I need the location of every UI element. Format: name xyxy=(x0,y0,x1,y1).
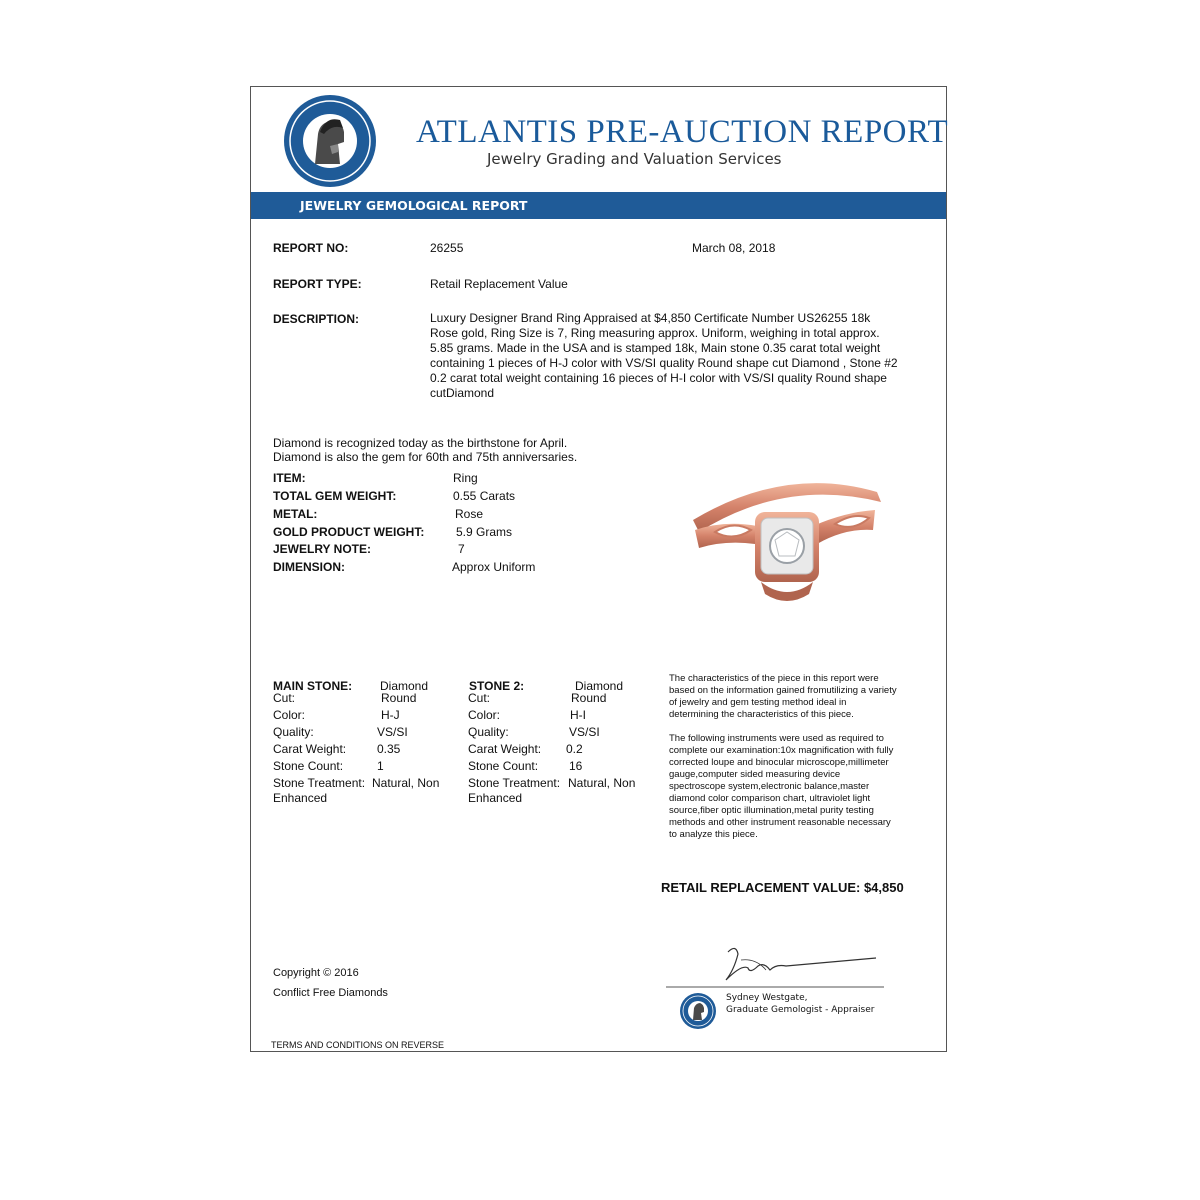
report-type-label: REPORT TYPE: xyxy=(273,277,362,291)
report-no-label: REPORT NO: xyxy=(273,241,349,255)
main-stone-count-label: Stone Count: xyxy=(273,759,344,773)
jewelry-note-value: 7 xyxy=(458,542,465,556)
stone-2-cut: Round xyxy=(571,691,607,705)
band-label: JEWELRY GEMOLOGICAL REPORT xyxy=(300,198,528,213)
stone-2-quality: VS/SI xyxy=(569,725,600,739)
main-stone-treatment-cont: Enhanced xyxy=(273,791,328,805)
main-stone-quality: VS/SI xyxy=(377,725,408,739)
stone-2-cut-label: Cut: xyxy=(468,691,491,705)
copyright: Copyright © 2016 xyxy=(273,967,359,979)
notes-paragraph-2: The following instruments were used as required to complete our examination:10x magnification with fully corrected loupe and binocular microscope,millimeter gauge,computer sided measuring device spectroscope system,electronic balance,master diamond color comparison chart, ultraviolet light source,fiber optic illumination,metal purity testing methods and other instrument reasonable necessary to analyze this piece. xyxy=(669,733,894,840)
birthstone-line-2: Diamond is also the gem for 60th and 75th anniversaries. xyxy=(273,450,578,464)
main-stone-cut-label: Cut: xyxy=(273,691,296,705)
appraiser-title: Graduate Gemologist - Appraiser xyxy=(726,1005,875,1015)
atlantis-seal-icon xyxy=(678,992,718,1030)
stone-2-treatment-label: Stone Treatment: xyxy=(468,776,561,790)
report-date: March 08, 2018 xyxy=(692,241,776,255)
appraiser-name: Sydney Westgate, xyxy=(726,993,808,1003)
main-stone-count: 1 xyxy=(377,759,384,773)
report-no-value: 26255 xyxy=(430,241,464,255)
jewelry-note-label: JEWELRY NOTE: xyxy=(273,542,372,556)
item-label: ITEM: xyxy=(273,471,306,485)
main-stone-type: Diamond xyxy=(380,679,429,693)
stone-2-quality-label: Quality: xyxy=(468,725,509,739)
metal-label: METAL: xyxy=(273,507,318,521)
stone-2-treatment: Natural, Non xyxy=(568,776,636,790)
notes-paragraph-1: The characteristics of the piece in this report were based on the information gained fromutilizing a variety of jewelry and gem testing method ideal in determining the characteristics of this piece. xyxy=(669,673,897,720)
main-stone-color: H-J xyxy=(381,708,400,722)
stone-2-type: Diamond xyxy=(575,679,624,693)
stone-2-title: STONE 2: xyxy=(469,679,525,693)
description-text: Luxury Designer Brand Ring Appraised at $4,850 Certificate Number US26255 18k Rose gold, Ring Size is 7, Ring measuring approx. Uniform, weighing in total approx. 5.85 grams. Made in the USA and is stamped 18k, Main stone 0.35 carat total weight containing 1 pieces of H-J color with VS/SI quality Round shape cut Diamond , Stone #2 0.2 carat total weight containing 16 pieces of H-I color with VS/SI quality Round shape cutDiamond xyxy=(430,311,898,400)
main-stone-carat-label: Carat Weight: xyxy=(273,742,347,756)
gold-weight-value: 5.9 Grams xyxy=(456,525,513,539)
total-gem-weight-value: 0.55 Carats xyxy=(453,489,516,503)
retail-replacement-value: RETAIL REPLACEMENT VALUE: $4,850 xyxy=(661,880,904,895)
main-stone-title: MAIN STONE: xyxy=(273,679,353,693)
report-subtitle: Jewelry Grading and Valuation Services xyxy=(487,150,782,168)
dimension-label: DIMENSION: xyxy=(273,560,345,574)
stone-2-carat-label: Carat Weight: xyxy=(468,742,542,756)
stone-2-color-label: Color: xyxy=(468,708,501,722)
main-stone-treatment-label: Stone Treatment: xyxy=(273,776,366,790)
main-stone-cut: Round xyxy=(381,691,417,705)
stone-2-count-label: Stone Count: xyxy=(468,759,539,773)
terms-note: TERMS AND CONDITIONS ON REVERSE xyxy=(271,1040,445,1050)
metal-value: Rose xyxy=(455,507,484,521)
main-stone-quality-label: Quality: xyxy=(273,725,314,739)
atlantis-logo xyxy=(280,94,380,189)
birthstone-line-1: Diamond is recognized today as the birthstone for April. xyxy=(273,436,568,450)
item-value: Ring xyxy=(453,471,478,485)
company-name: Conflict Free Diamonds xyxy=(273,987,388,999)
ring-image xyxy=(685,470,885,610)
description-label: DESCRIPTION: xyxy=(273,312,360,326)
main-stone-carat: 0.35 xyxy=(377,742,401,756)
appraiser-signature xyxy=(666,940,891,990)
stone-2-count: 16 xyxy=(569,759,583,773)
report-title: ATLANTIS PRE-AUCTION REPORT xyxy=(416,114,949,150)
stone-2-carat: 0.2 xyxy=(566,742,583,756)
main-stone-treatment: Natural, Non xyxy=(372,776,440,790)
total-gem-weight-label: TOTAL GEM WEIGHT: xyxy=(273,489,397,503)
main-stone-color-label: Color: xyxy=(273,708,306,722)
gold-weight-label: GOLD PRODUCT WEIGHT: xyxy=(273,525,425,539)
stone-2-color: H-I xyxy=(570,708,586,722)
dimension-value: Approx Uniform xyxy=(452,560,536,574)
stone-2-treatment-cont: Enhanced xyxy=(468,791,523,805)
report-type-value: Retail Replacement Value xyxy=(430,277,568,291)
